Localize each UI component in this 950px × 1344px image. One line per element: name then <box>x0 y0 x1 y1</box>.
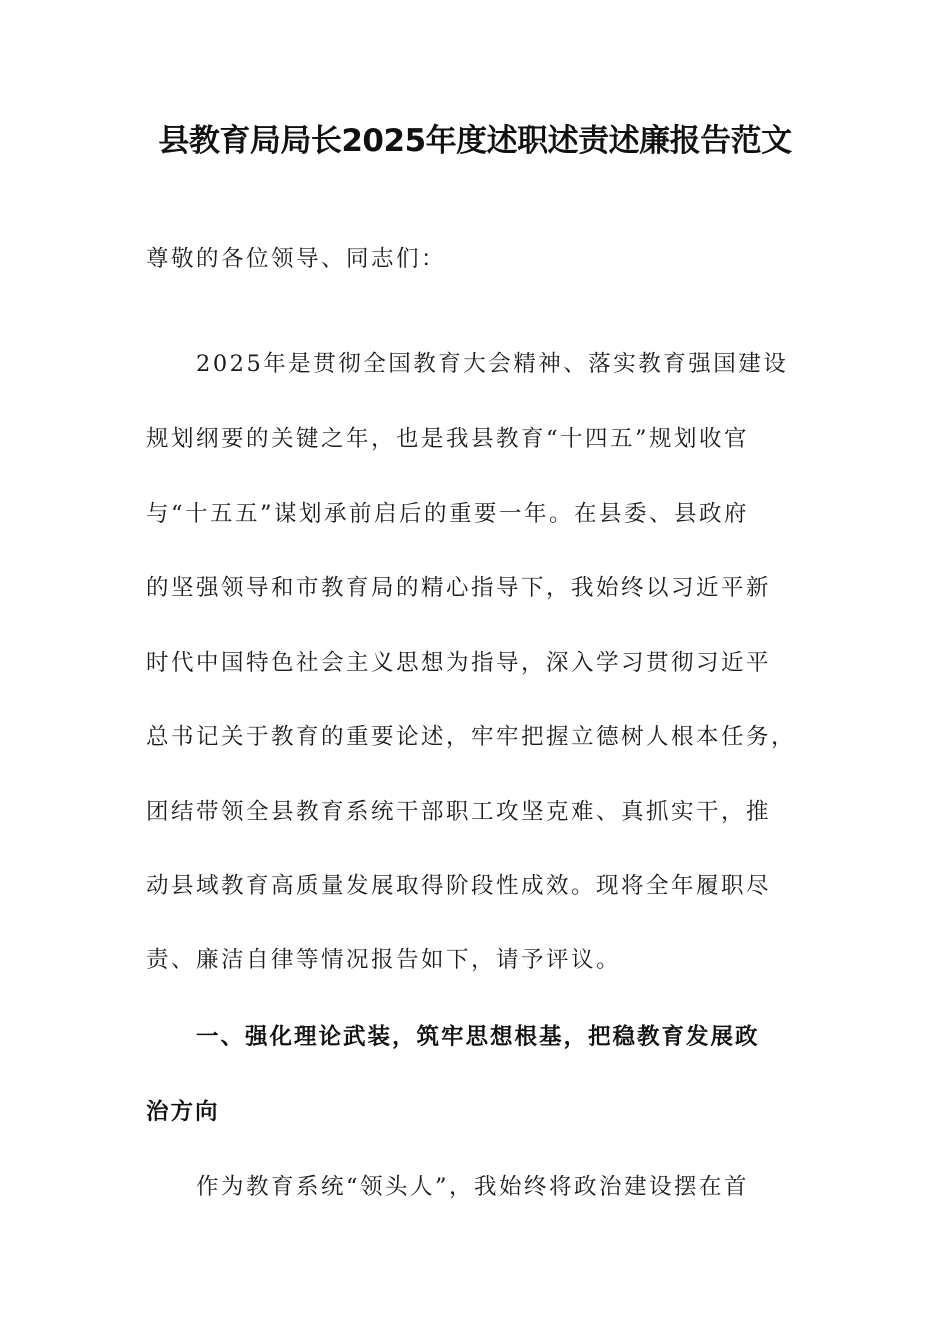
paragraph-line: 规划纲要的关键之年，也是我县教育“十四五”规划收官 <box>146 426 750 452</box>
section-heading: 一、强化理论武装，筑牢思想根基，把稳教育发展政 <box>196 1024 760 1050</box>
paragraph-line: 总书记关于教育的重要论述，牢牢把握立德树人根本任务， <box>146 724 797 750</box>
document-title: 县教育局局长2025年度述职述责述廉报告范文 <box>158 123 792 159</box>
paragraph-line: 2025年是贯彻全国教育大会精神、落实教育强国建设 <box>196 351 789 377</box>
salutation: 尊敬的各位领导、同志们： <box>146 246 447 272</box>
section-heading: 治方向 <box>146 1099 220 1125</box>
paragraph-line: 作为教育系统“领头人”，我始终将政治建设摆在首 <box>196 1174 750 1200</box>
paragraph-line: 责、廉洁自律等情况报告如下，请予评议。 <box>146 947 622 973</box>
paragraph-line: 团结带领全县教育系统干部职工攻坚克难、真抓实干，推 <box>146 799 772 825</box>
paragraph-line: 的坚强领导和市教育局的精心指导下，我始终以习近平新 <box>146 575 772 601</box>
paragraph-line: 动县域教育高质量发展取得阶段性成效。现将全年履职尽 <box>146 873 772 899</box>
paragraph-line: 与“十五五”谋划承前启后的重要一年。在县委、县政府 <box>146 501 750 527</box>
paragraph-line: 时代中国特色社会主义思想为指导，深入学习贯彻习近平 <box>146 650 772 676</box>
